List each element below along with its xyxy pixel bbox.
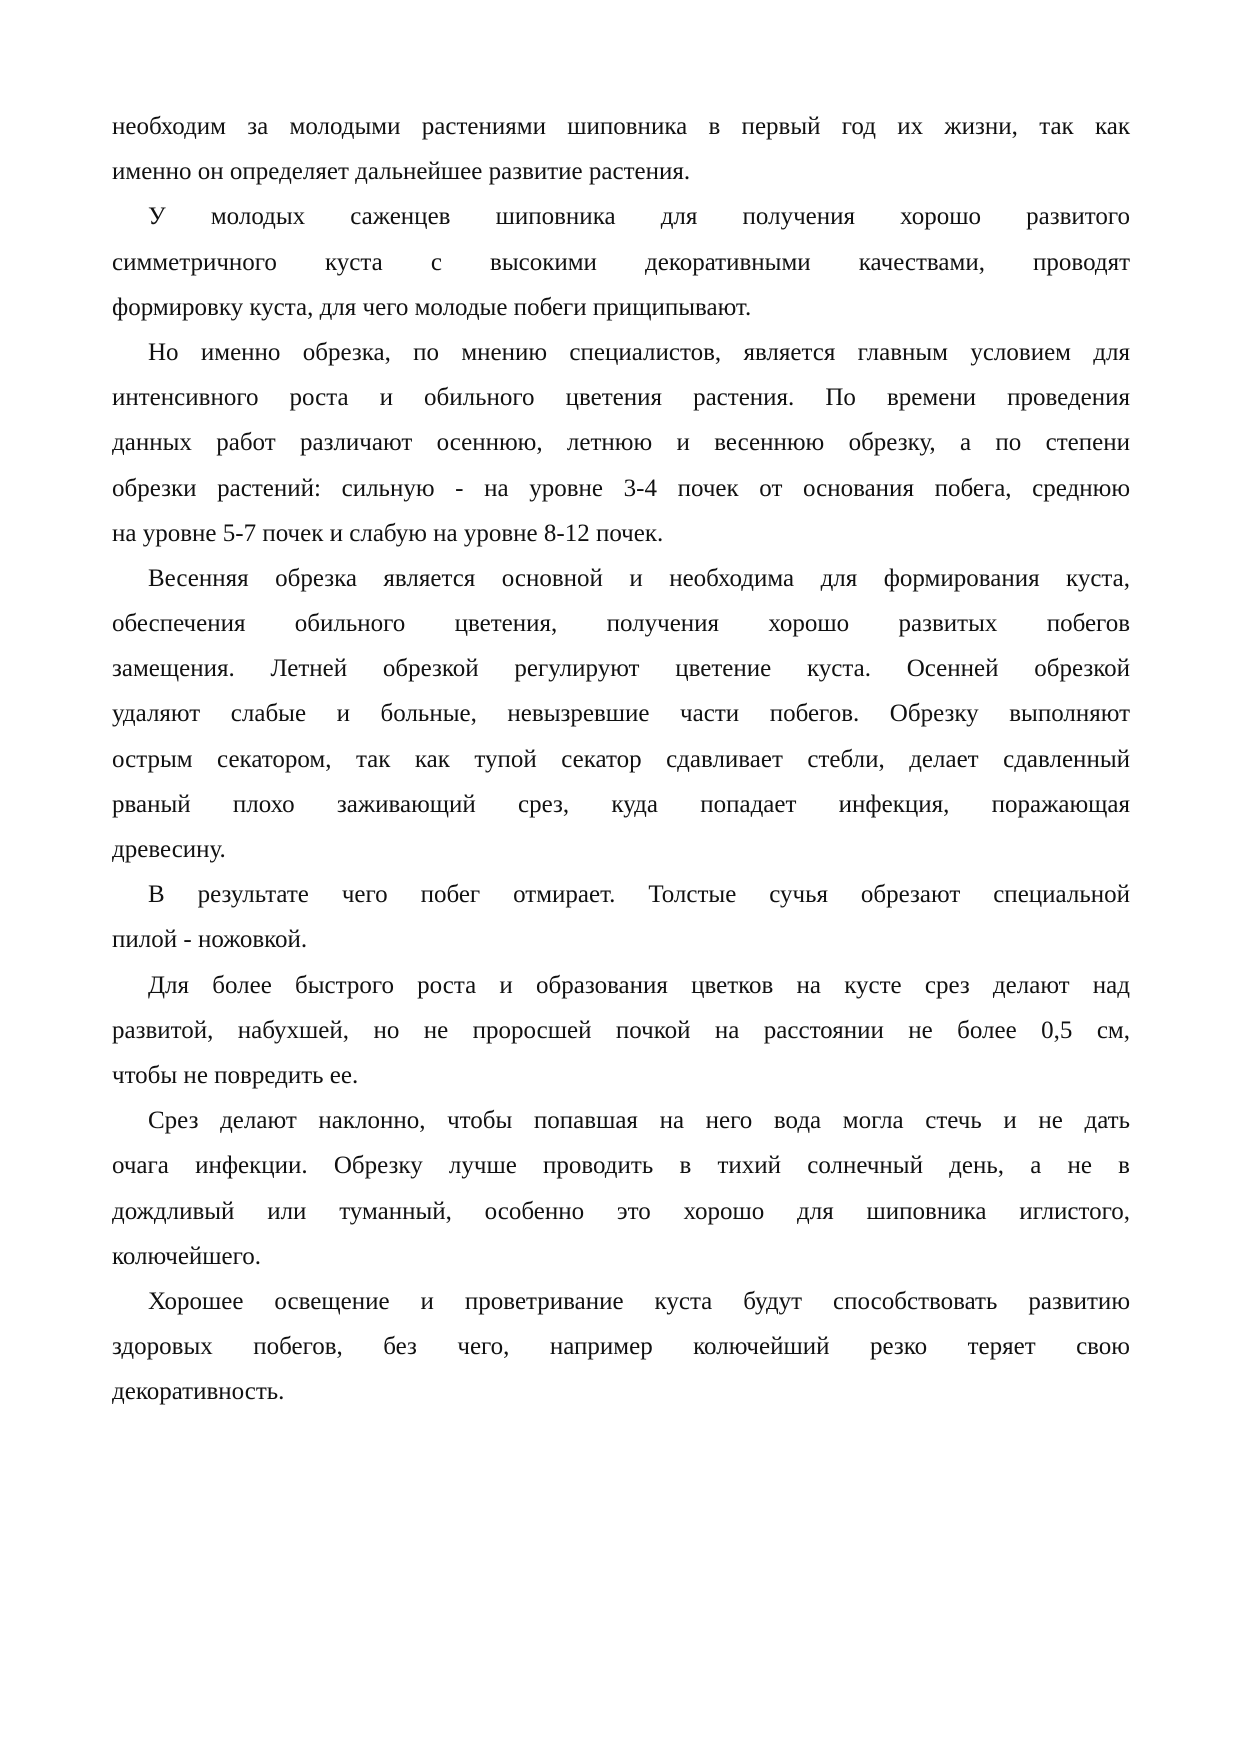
text-line: замещения. Летней обрезкой регулируют цветение куста. Осенней обрезкой (112, 655, 1130, 683)
paragraph-8 (112, 1279, 1130, 1415)
text-line: формировку куста, для чего молодые побеги прищипывают. (112, 293, 752, 321)
text-line: В результате чего побег отмирает. Толстые сучья обрезают специальной (148, 881, 1130, 909)
paragraph-5 (112, 872, 1130, 962)
text-line: древесину. (112, 836, 226, 863)
paragraph-6 (112, 963, 1130, 1099)
text-line: на уровне 5-7 почек и слабую на уровне 8-12 почек. (112, 519, 664, 547)
text-line: обеспечения обильного цветения, получения хорошо развитых побегов (112, 610, 1130, 638)
text-line: здоровых побегов, без чего, например колючейший резко теряет свою (112, 1333, 1130, 1361)
text-line: острым секатором, так как тупой секатор сдавливает стебли, делает сдавленный (112, 745, 1130, 773)
text-line: Весенняя обрезка является основной и необходима для формирования куста, (148, 564, 1130, 592)
paragraph-1 (112, 104, 1130, 194)
text-line: интенсивного роста и обильного цветения растения. По времени проведения (112, 384, 1130, 412)
text-line: обрезки растений: сильную - на уровне 3-4 почек от основания побега, среднюю (112, 474, 1130, 502)
paragraph-4 (112, 556, 1130, 872)
text-line: симметричного куста с высокими декоративными качествами, проводят (112, 248, 1130, 276)
paragraph-7 (112, 1098, 1130, 1279)
text-line: Хорошее освещение и проветривание куста будут способствовать развитию (148, 1287, 1130, 1315)
text-line: дождливый или туманный, особенно это хорошо для шиповника иглистого, (112, 1197, 1130, 1225)
text-line: колючейшего. (112, 1242, 262, 1270)
text-line: пилой - ножовкой. (112, 926, 308, 954)
text-line: рваный плохо заживающий срез, куда попадает инфекция, поражающая (112, 790, 1130, 818)
text-line: Но именно обрезка, по мнению специалистов, является главным условием для (148, 338, 1130, 366)
text-line: Срез делают наклонно, чтобы попавшая на него вода могла стечь и не дать (148, 1107, 1130, 1135)
paragraph-3 (112, 330, 1130, 556)
text-line: развитой, набухшей, но не проросшей почкой на расстоянии не более 0,5 см, (112, 1016, 1130, 1044)
text-line: У молодых саженцев шиповника для получения хорошо развитого (148, 203, 1130, 231)
text-line: необходим за молодыми растениями шиповника в первый год их жизни, так как (112, 113, 1130, 140)
text-line: именно он определяет дальнейшее развитие растения. (112, 158, 691, 186)
text-line: очага инфекции. Обрезку лучше проводить в тихий солнечный день, а не в (112, 1152, 1130, 1180)
text-line: удаляют слабые и больные, невызревшие части побегов. Обрезку выполняют (112, 700, 1130, 728)
text-line: Для более быстрого роста и образования цветков на кусте срез делают над (148, 971, 1130, 999)
paragraph-2 (112, 194, 1130, 330)
text-line: данных работ различают осеннюю, летнюю и весеннюю обрезку, а по степени (112, 429, 1130, 457)
text-line: декоративность. (112, 1378, 285, 1406)
text-line: чтобы не повредить ее. (112, 1061, 359, 1089)
document-page (112, 104, 1130, 1414)
